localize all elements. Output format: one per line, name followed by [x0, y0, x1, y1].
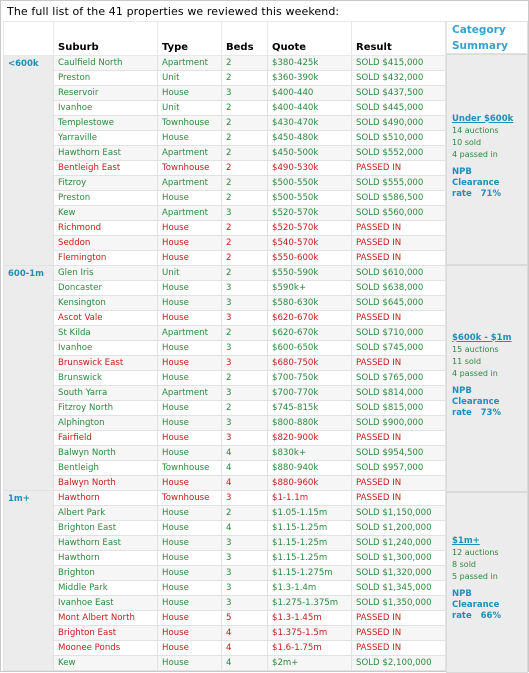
suburb-cell: Alphington: [54, 416, 158, 431]
result-cell: PASSED IN: [352, 626, 446, 641]
type-cell: House: [158, 356, 222, 371]
quote-cell: $400-440: [268, 86, 352, 101]
beds-cell: 4: [222, 656, 268, 671]
header-group: [4, 22, 54, 56]
table-header-row: [4, 22, 446, 56]
summary-heading: Under $600k: [452, 113, 514, 124]
quote-cell: $1.05-1.15m: [268, 506, 352, 521]
table-row: [4, 521, 446, 536]
type-cell: House: [158, 536, 222, 551]
table-row: [4, 311, 446, 326]
quote-cell: $400-440k: [268, 101, 352, 116]
suburb-cell: Hawthorn East: [54, 536, 158, 551]
table-row: [4, 386, 446, 401]
type-cell: Apartment: [158, 206, 222, 221]
type-cell: House: [158, 236, 222, 251]
quote-cell: $540-570k: [268, 236, 352, 251]
result-cell: SOLD $490,000: [352, 116, 446, 131]
beds-cell: 4: [222, 641, 268, 656]
result-cell: SOLD $710,000: [352, 326, 446, 341]
result-cell: SOLD $552,000: [352, 146, 446, 161]
table-row: [4, 266, 446, 281]
table-row: [4, 416, 446, 431]
category-summary: [446, 21, 528, 671]
category-header-line1: Category: [452, 24, 506, 36]
quote-cell: $500-550k: [268, 176, 352, 191]
result-cell: SOLD $445,000: [352, 101, 446, 116]
suburb-cell: Ivanhoe East: [54, 596, 158, 611]
type-cell: House: [158, 611, 222, 626]
result-cell: SOLD $1,320,000: [352, 566, 446, 581]
summary-rate: rate 71%: [452, 188, 501, 199]
result-cell: SOLD $645,000: [352, 296, 446, 311]
table-row: [4, 461, 446, 476]
table-row: [4, 221, 446, 236]
beds-cell: 3: [222, 581, 268, 596]
suburb-cell: Ivanhoe: [54, 341, 158, 356]
beds-cell: 2: [222, 221, 268, 236]
result-cell: SOLD $638,000: [352, 281, 446, 296]
beds-cell: 3: [222, 86, 268, 101]
beds-cell: 2: [222, 401, 268, 416]
summary-rate: rate 73%: [452, 407, 501, 418]
beds-cell: 2: [222, 116, 268, 131]
type-cell: House: [158, 191, 222, 206]
group-summary: [446, 54, 528, 265]
table-row: [4, 641, 446, 656]
quote-cell: $430-470k: [268, 116, 352, 131]
beds-cell: 3: [222, 356, 268, 371]
result-cell: PASSED IN: [352, 356, 446, 371]
suburb-cell: Caulfield North: [54, 56, 158, 71]
table-row: [4, 176, 446, 191]
quote-cell: $580-630k: [268, 296, 352, 311]
beds-cell: 2: [222, 251, 268, 266]
type-cell: Apartment: [158, 386, 222, 401]
suburb-cell: Kensington: [54, 296, 158, 311]
group-summary: [446, 492, 528, 673]
beds-cell: 2: [222, 131, 268, 146]
beds-cell: 3: [222, 311, 268, 326]
quote-cell: $520-570k: [268, 206, 352, 221]
beds-cell: 2: [222, 191, 268, 206]
type-cell: House: [158, 641, 222, 656]
result-cell: SOLD $560,000: [352, 206, 446, 221]
result-cell: PASSED IN: [352, 491, 446, 506]
quote-cell: $450-500k: [268, 146, 352, 161]
table-row: [4, 236, 446, 251]
quote-cell: $680-750k: [268, 356, 352, 371]
table-row: [4, 596, 446, 611]
result-cell: SOLD $1,150,000: [352, 506, 446, 521]
quote-cell: $880-940k: [268, 461, 352, 476]
beds-cell: 3: [222, 416, 268, 431]
summary-clearance: Clearance: [452, 600, 500, 611]
table-row: [4, 506, 446, 521]
suburb-cell: Preston: [54, 191, 158, 206]
table-row: [4, 161, 446, 176]
type-cell: House: [158, 551, 222, 566]
summary-npb: NPB: [452, 385, 472, 396]
beds-cell: 2: [222, 56, 268, 71]
table-row: [4, 536, 446, 551]
type-cell: House: [158, 626, 222, 641]
type-cell: House: [158, 296, 222, 311]
beds-cell: 2: [222, 236, 268, 251]
type-cell: Unit: [158, 266, 222, 281]
suburb-cell: Balwyn North: [54, 476, 158, 491]
price-group-label: 1m+: [4, 491, 54, 671]
suburb-cell: Templestowe: [54, 116, 158, 131]
type-cell: Apartment: [158, 326, 222, 341]
suburb-cell: Brunswick East: [54, 356, 158, 371]
beds-cell: 3: [222, 281, 268, 296]
suburb-cell: Brunswick: [54, 371, 158, 386]
type-cell: Townhouse: [158, 491, 222, 506]
beds-cell: 4: [222, 461, 268, 476]
quote-cell: $1.15-1.25m: [268, 521, 352, 536]
price-group-label: <600k: [4, 56, 54, 266]
type-cell: House: [158, 221, 222, 236]
header-beds: Beds: [222, 22, 268, 56]
result-cell: PASSED IN: [352, 641, 446, 656]
table-row: [4, 206, 446, 221]
quote-cell: $1.6-1.75m: [268, 641, 352, 656]
type-cell: House: [158, 281, 222, 296]
beds-cell: 4: [222, 446, 268, 461]
type-cell: House: [158, 431, 222, 446]
category-summary-header: [446, 21, 528, 54]
result-cell: PASSED IN: [352, 611, 446, 626]
quote-cell: $490-530k: [268, 161, 352, 176]
quote-cell: $500-550k: [268, 191, 352, 206]
table-row: [4, 611, 446, 626]
suburb-cell: Ascot Vale: [54, 311, 158, 326]
summary-sold: 10 sold: [452, 137, 482, 147]
result-cell: SOLD $1,300,000: [352, 551, 446, 566]
beds-cell: 5: [222, 611, 268, 626]
result-cell: PASSED IN: [352, 431, 446, 446]
header-result: Result: [352, 22, 446, 56]
table-row: [4, 251, 446, 266]
quote-cell: $600-650k: [268, 341, 352, 356]
table-row: [4, 656, 446, 671]
type-cell: House: [158, 476, 222, 491]
result-cell: PASSED IN: [352, 251, 446, 266]
result-cell: SOLD $745,000: [352, 341, 446, 356]
summary-sold: 11 sold: [452, 356, 482, 366]
result-cell: PASSED IN: [352, 311, 446, 326]
suburb-cell: Flemington: [54, 251, 158, 266]
quote-cell: $1.375-1.5m: [268, 626, 352, 641]
suburb-cell: Brighton East: [54, 521, 158, 536]
summary-auctions: 15 auctions: [452, 344, 499, 354]
table-row: [4, 296, 446, 311]
summary-npb: NPB: [452, 589, 472, 600]
table-row: [4, 446, 446, 461]
beds-cell: 3: [222, 206, 268, 221]
result-cell: PASSED IN: [352, 221, 446, 236]
type-cell: Unit: [158, 71, 222, 86]
type-cell: House: [158, 251, 222, 266]
result-cell: SOLD $555,000: [352, 176, 446, 191]
suburb-cell: Doncaster: [54, 281, 158, 296]
beds-cell: 2: [222, 326, 268, 341]
type-cell: House: [158, 446, 222, 461]
type-cell: House: [158, 131, 222, 146]
suburb-cell: Fitzroy: [54, 176, 158, 191]
beds-cell: 3: [222, 566, 268, 581]
beds-cell: 2: [222, 176, 268, 191]
summary-heading: $1m+: [452, 536, 480, 547]
summary-heading: $600k - $1m: [452, 332, 512, 343]
quote-cell: $2m+: [268, 656, 352, 671]
beds-cell: 3: [222, 386, 268, 401]
quote-cell: $590k+: [268, 281, 352, 296]
beds-cell: 4: [222, 626, 268, 641]
suburb-cell: Fitzroy North: [54, 401, 158, 416]
suburb-cell: Reservoir: [54, 86, 158, 101]
suburb-cell: Hawthorn East: [54, 146, 158, 161]
result-cell: SOLD $2,100,000: [352, 656, 446, 671]
type-cell: House: [158, 371, 222, 386]
quote-cell: $1.3-1.4m: [268, 581, 352, 596]
result-cell: SOLD $586,500: [352, 191, 446, 206]
table-row: [4, 566, 446, 581]
suburb-cell: Brighton: [54, 566, 158, 581]
type-cell: House: [158, 341, 222, 356]
table-row: [4, 326, 446, 341]
quote-cell: $620-670k: [268, 326, 352, 341]
table-row: [4, 146, 446, 161]
quote-cell: $820-900k: [268, 431, 352, 446]
table-row: [4, 431, 446, 446]
quote-cell: $1.3-1.45m: [268, 611, 352, 626]
category-header-line2: Summary: [452, 40, 509, 52]
suburb-cell: Balwyn North: [54, 446, 158, 461]
table-row: [4, 191, 446, 206]
table-row: [4, 401, 446, 416]
beds-cell: 3: [222, 431, 268, 446]
type-cell: Unit: [158, 101, 222, 116]
table-row: [4, 476, 446, 491]
quote-cell: $450-480k: [268, 131, 352, 146]
table-row: [4, 551, 446, 566]
quote-cell: $1-1.1m: [268, 491, 352, 506]
summary-passed: 4 passed in: [452, 368, 498, 378]
suburb-cell: Brighton East: [54, 626, 158, 641]
result-cell: SOLD $432,000: [352, 71, 446, 86]
table-row: [4, 371, 446, 386]
beds-cell: 2: [222, 71, 268, 86]
type-cell: House: [158, 596, 222, 611]
table-row: [4, 281, 446, 296]
type-cell: Townhouse: [158, 461, 222, 476]
quote-cell: $550-590k: [268, 266, 352, 281]
suburb-cell: Middle Park: [54, 581, 158, 596]
type-cell: House: [158, 311, 222, 326]
price-group-label: 600-1m: [4, 266, 54, 491]
suburb-cell: Moonee Ponds: [54, 641, 158, 656]
result-cell: PASSED IN: [352, 161, 446, 176]
result-cell: SOLD $510,000: [352, 131, 446, 146]
summary-clearance: Clearance: [452, 396, 500, 407]
suburb-cell: Mont Albert North: [54, 611, 158, 626]
suburb-cell: Kew: [54, 656, 158, 671]
header-quote: Quote: [268, 22, 352, 56]
suburb-cell: Glen Iris: [54, 266, 158, 281]
summary-npb: NPB: [452, 166, 472, 177]
beds-cell: 2: [222, 266, 268, 281]
type-cell: Townhouse: [158, 161, 222, 176]
quote-cell: $1.275-1.375m: [268, 596, 352, 611]
result-cell: SOLD $815,000: [352, 401, 446, 416]
table-row: [4, 71, 446, 86]
table-row: [4, 341, 446, 356]
table-row: [4, 581, 446, 596]
suburb-cell: Hawthorn: [54, 491, 158, 506]
result-cell: SOLD $437,500: [352, 86, 446, 101]
quote-cell: $1.15-1.25m: [268, 536, 352, 551]
header-suburb: Suburb: [54, 22, 158, 56]
result-cell: SOLD $900,000: [352, 416, 446, 431]
suburb-cell: Richmond: [54, 221, 158, 236]
table-row: [4, 101, 446, 116]
result-cell: SOLD $1,350,000: [352, 596, 446, 611]
suburb-cell: Ivanhoe: [54, 101, 158, 116]
type-cell: Apartment: [158, 56, 222, 71]
result-cell: SOLD $610,000: [352, 266, 446, 281]
table-row: [4, 626, 446, 641]
quote-cell: $360-390k: [268, 71, 352, 86]
quote-cell: $830k+: [268, 446, 352, 461]
beds-cell: 3: [222, 536, 268, 551]
summary-auctions: 12 auctions: [452, 548, 499, 558]
type-cell: House: [158, 521, 222, 536]
beds-cell: 3: [222, 596, 268, 611]
quote-cell: $745-815k: [268, 401, 352, 416]
quote-cell: $550-600k: [268, 251, 352, 266]
quote-cell: $380-425k: [268, 56, 352, 71]
type-cell: House: [158, 416, 222, 431]
group-summary: [446, 265, 528, 492]
type-cell: House: [158, 581, 222, 596]
suburb-cell: Bentleigh: [54, 461, 158, 476]
suburb-cell: Hawthorn: [54, 551, 158, 566]
table-row: [4, 131, 446, 146]
quote-cell: $1.15-1.275m: [268, 566, 352, 581]
table-row: [4, 56, 446, 71]
suburb-cell: Yarraville: [54, 131, 158, 146]
beds-cell: 3: [222, 341, 268, 356]
suburb-cell: Fairfield: [54, 431, 158, 446]
result-cell: SOLD $957,000: [352, 461, 446, 476]
beds-cell: 4: [222, 521, 268, 536]
quote-cell: $1.15-1.25m: [268, 551, 352, 566]
beds-cell: 3: [222, 491, 268, 506]
suburb-cell: St Kilda: [54, 326, 158, 341]
quote-cell: $700-750k: [268, 371, 352, 386]
summary-auctions: 14 auctions: [452, 125, 499, 135]
suburb-cell: Preston: [54, 71, 158, 86]
quote-cell: $620-670k: [268, 311, 352, 326]
suburb-cell: South Yarra: [54, 386, 158, 401]
suburb-cell: Kew: [54, 206, 158, 221]
table-row: [4, 116, 446, 131]
beds-cell: 4: [222, 476, 268, 491]
table-row: [4, 491, 446, 506]
result-cell: SOLD $415,000: [352, 56, 446, 71]
summary-rate: rate 66%: [452, 611, 501, 622]
result-cell: SOLD $814,000: [352, 386, 446, 401]
result-cell: SOLD $954,500: [352, 446, 446, 461]
type-cell: House: [158, 401, 222, 416]
summary-sold: 8 sold: [452, 560, 476, 570]
summary-passed: 4 passed in: [452, 149, 498, 159]
result-cell: SOLD $765,000: [352, 371, 446, 386]
page-title: The full list of the 41 properties we reviewed this weekend:: [7, 5, 340, 18]
beds-cell: 2: [222, 506, 268, 521]
type-cell: House: [158, 506, 222, 521]
type-cell: House: [158, 86, 222, 101]
result-cell: SOLD $1,200,000: [352, 521, 446, 536]
header-type: Type: [158, 22, 222, 56]
table-row: [4, 356, 446, 371]
type-cell: Apartment: [158, 146, 222, 161]
beds-cell: 2: [222, 371, 268, 386]
result-cell: SOLD $1,240,000: [352, 536, 446, 551]
type-cell: Townhouse: [158, 116, 222, 131]
suburb-cell: Seddon: [54, 236, 158, 251]
suburb-cell: Bentleigh East: [54, 161, 158, 176]
type-cell: Apartment: [158, 176, 222, 191]
results-table: [3, 21, 446, 671]
type-cell: House: [158, 656, 222, 671]
summary-clearance: Clearance: [452, 177, 500, 188]
beds-cell: 2: [222, 146, 268, 161]
result-cell: PASSED IN: [352, 476, 446, 491]
quote-cell: $800-880k: [268, 416, 352, 431]
beds-cell: 3: [222, 551, 268, 566]
summary-passed: 5 passed in: [452, 572, 498, 582]
table-row: [4, 86, 446, 101]
beds-cell: 2: [222, 161, 268, 176]
type-cell: House: [158, 566, 222, 581]
suburb-cell: Albert Park: [54, 506, 158, 521]
result-cell: PASSED IN: [352, 236, 446, 251]
quote-cell: $520-570k: [268, 221, 352, 236]
beds-cell: 3: [222, 296, 268, 311]
beds-cell: 2: [222, 101, 268, 116]
result-cell: SOLD $1,345,000: [352, 581, 446, 596]
quote-cell: $880-960k: [268, 476, 352, 491]
quote-cell: $700-770k: [268, 386, 352, 401]
